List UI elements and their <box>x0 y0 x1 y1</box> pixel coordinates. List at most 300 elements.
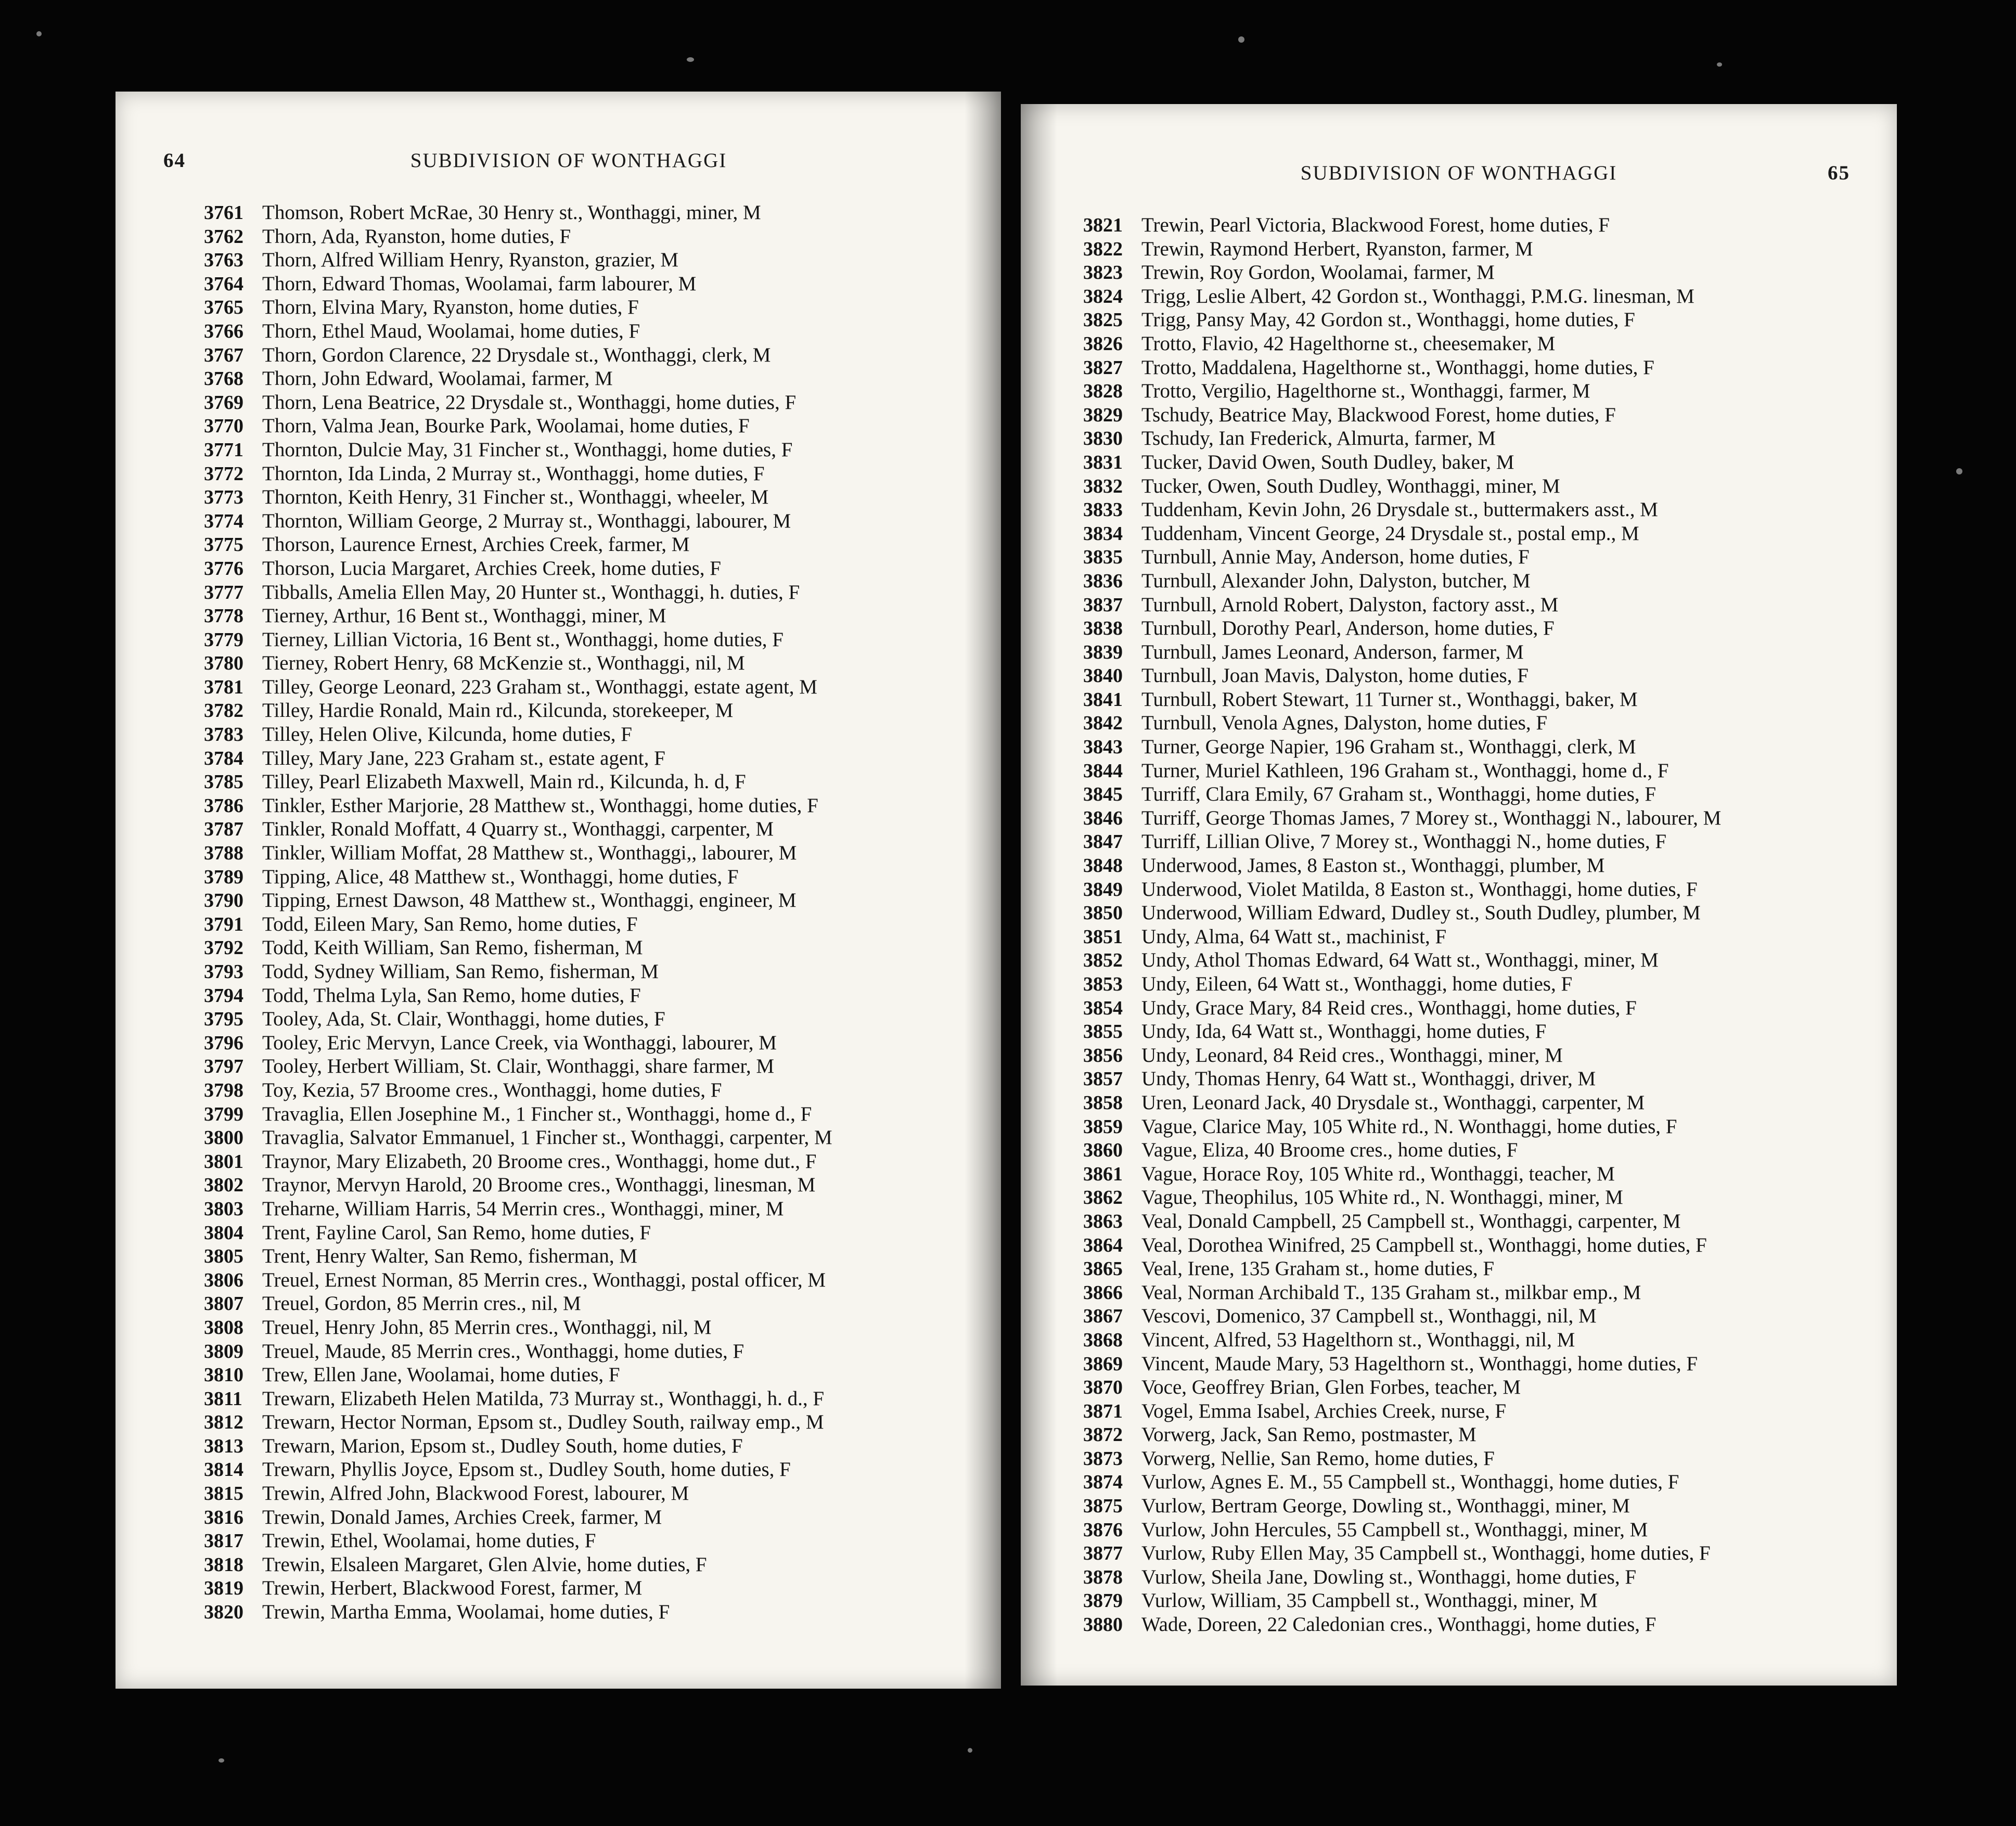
entry-number: 3764 <box>204 273 243 295</box>
roll-entry <box>1083 1328 1721 1352</box>
entry-number: 3866 <box>1083 1281 1123 1304</box>
entry-number: 3788 <box>204 842 243 865</box>
entry-number: 3762 <box>204 225 243 248</box>
entry-number: 3783 <box>204 724 243 746</box>
entry-number: 3859 <box>1083 1115 1123 1138</box>
entry-text: Undy, Ida, 64 Watt st., Wonthaggi, home duties, F <box>1141 1020 1547 1043</box>
roll-entry <box>1083 1115 1721 1139</box>
entry-number: 3785 <box>204 771 243 793</box>
roll-entry <box>204 1244 832 1268</box>
roll-entry <box>204 841 832 865</box>
roll-entry <box>204 509 832 533</box>
entry-text: Turriff, Lillian Olive, 7 Morey st., Wonthaggi N., home duties, F <box>1141 830 1667 853</box>
entry-number: 3850 <box>1083 902 1123 924</box>
roll-entry <box>1083 1447 1721 1471</box>
entry-text: Thornton, Dulcie May, 31 Fincher st., Wonthaggi, home duties, F <box>262 438 793 461</box>
entry-number: 3834 <box>1083 522 1123 545</box>
roll-entry <box>204 817 832 841</box>
roll-entry <box>1083 878 1721 902</box>
roll-entry <box>1083 498 1721 522</box>
roll-entry <box>1083 474 1721 498</box>
entry-number: 3838 <box>1083 618 1123 640</box>
entry-number: 3815 <box>204 1483 243 1505</box>
entry-text: Veal, Norman Archibald T., 135 Graham st., milkbar emp., M <box>1141 1281 1641 1304</box>
entry-number: 3774 <box>204 510 243 532</box>
roll-entry <box>1083 237 1721 261</box>
entry-number: 3830 <box>1083 428 1123 450</box>
entry-number: 3776 <box>204 557 243 580</box>
roll-entry <box>204 319 832 343</box>
page-header <box>115 149 1001 180</box>
entry-text: Voce, Geoffrey Brian, Glen Forbes, teacher, M <box>1141 1376 1521 1399</box>
entry-text: Todd, Eileen Mary, San Remo, home duties, F <box>262 912 638 935</box>
entry-number: 3801 <box>204 1150 243 1173</box>
entry-number: 3817 <box>204 1530 243 1552</box>
roll-entry <box>204 1529 832 1553</box>
entry-number: 3870 <box>1083 1377 1123 1399</box>
entry-text: Treuel, Maude, 85 Merrin cres., Wonthaggi, home duties, F <box>262 1340 744 1362</box>
roll-entry <box>204 960 832 984</box>
entry-text: Tooley, Eric Mervyn, Lance Creek, via Wonthaggi, labourer, M <box>262 1031 777 1054</box>
roll-entry <box>1083 948 1721 972</box>
roll-entry <box>1083 1138 1721 1162</box>
entry-number: 3825 <box>1083 309 1123 331</box>
entry-text: Tinkler, Ronald Moffatt, 4 Quarry st., Wonthaggi, carpenter, M <box>262 818 774 841</box>
roll-entry <box>1083 1304 1721 1328</box>
entry-number: 3763 <box>204 249 243 272</box>
roll-entry <box>1083 1494 1721 1518</box>
entry-text: Tuddenham, Kevin John, 26 Drysdale st., buttermakers asst., M <box>1141 498 1658 521</box>
roll-entry <box>204 1268 832 1292</box>
entry-text: Tucker, David Owen, South Dudley, baker, M <box>1141 451 1514 473</box>
entry-number: 3787 <box>204 818 243 841</box>
entry-number: 3771 <box>204 439 243 461</box>
entry-text: Tilley, Pearl Elizabeth Maxwell, Main rd., Kilcunda, h. d, F <box>262 770 746 793</box>
entry-text: Undy, Eileen, 64 Watt st., Wonthaggi, home duties, F <box>1141 973 1573 995</box>
entry-text: Travaglia, Salvator Emmanuel, 1 Fincher st., Wonthaggi, carpenter, M <box>262 1126 832 1149</box>
entry-number: 3823 <box>1083 262 1123 284</box>
entry-text: Veal, Donald Campbell, 25 Campbell st., Wonthaggi, carpenter, M <box>1141 1210 1681 1232</box>
entry-text: Undy, Athol Thomas Edward, 64 Watt st., Wonthaggi, miner, M <box>1141 949 1659 972</box>
entry-number: 3860 <box>1083 1139 1123 1162</box>
entry-number: 3877 <box>1083 1542 1123 1565</box>
entry-number: 3829 <box>1083 404 1123 426</box>
roll-entry <box>1083 1257 1721 1281</box>
roll-entry <box>204 1600 832 1624</box>
entry-number: 3862 <box>1083 1187 1123 1209</box>
roll-entry <box>1083 356 1721 380</box>
roll-entry <box>204 1055 832 1078</box>
roll-entry <box>204 1458 832 1482</box>
entry-text: Tinkler, William Moffat, 28 Matthew st., Wonthaggi,, labourer, M <box>262 842 797 865</box>
entry-number: 3798 <box>204 1079 243 1101</box>
entry-number: 3861 <box>1083 1163 1123 1185</box>
entry-text: Trotto, Maddalena, Hagelthorne st., Wonthaggi, home duties, F <box>1141 356 1654 379</box>
entry-text: Traynor, Mervyn Harold, 20 Broome cres., Wonthaggi, linesman, M <box>262 1174 816 1197</box>
entry-number: 3777 <box>204 581 243 603</box>
entry-number: 3793 <box>204 961 243 983</box>
entry-text: Vague, Theophilus, 105 White rd., N. Wonthaggi, miner, M <box>1141 1186 1623 1209</box>
entry-text: Turnbull, Venola Agnes, Dalyston, home duties, F <box>1141 712 1548 735</box>
entry-number: 3811 <box>204 1387 242 1410</box>
entry-number: 3812 <box>204 1411 243 1434</box>
roll-entry <box>1083 711 1721 735</box>
entry-text: Tilley, Helen Olive, Kilcunda, home duties, F <box>262 723 632 746</box>
entry-number: 3875 <box>1083 1495 1123 1518</box>
roll-entry <box>1083 664 1721 688</box>
entry-number: 3810 <box>204 1364 243 1386</box>
roll-entry <box>1083 996 1721 1020</box>
entry-number: 3814 <box>204 1459 243 1481</box>
entry-text: Vescovi, Domenico, 37 Campbell st., Wonthaggi, nil, M <box>1141 1305 1597 1328</box>
page-number: 64 <box>163 149 186 172</box>
entry-text: Tilley, Hardie Ronald, Main rd., Kilcunda, storekeeper, M <box>262 699 734 722</box>
entry-text: Vogel, Emma Isabel, Archies Creek, nurse, F <box>1141 1399 1507 1422</box>
roll-entry <box>1083 1518 1721 1542</box>
roll-entry <box>1083 379 1721 403</box>
entry-text: Thorson, Lucia Margaret, Archies Creek, home duties, F <box>262 557 721 580</box>
roll-entry <box>204 1078 832 1102</box>
entry-number: 3839 <box>1083 641 1123 663</box>
roll-entry <box>204 225 832 249</box>
entry-text: Trewin, Raymond Herbert, Ryanston, farmer, M <box>1141 237 1533 260</box>
roll-entry <box>1083 1613 1721 1637</box>
roll-entry <box>204 1410 832 1434</box>
entry-number: 3796 <box>204 1032 243 1054</box>
roll-entry <box>1083 332 1721 356</box>
roll-entry <box>1083 1281 1721 1305</box>
entry-number: 3806 <box>204 1269 243 1291</box>
entry-number: 3857 <box>1083 1068 1123 1090</box>
entry-text: Turnbull, Alexander John, Dalyston, butcher, M <box>1141 569 1531 592</box>
roll-entry <box>1083 1233 1721 1257</box>
entry-number: 3803 <box>204 1198 243 1220</box>
roll-entry <box>1083 308 1721 332</box>
entry-text: Thornton, Ida Linda, 2 Murray st., Wonthaggi, home duties, F <box>262 462 765 485</box>
entry-number: 3832 <box>1083 475 1123 497</box>
entry-number: 3772 <box>204 462 243 485</box>
entry-number: 3841 <box>1083 688 1123 711</box>
roll-entry <box>1083 1589 1721 1613</box>
roll-entry <box>1083 213 1721 237</box>
entry-text: Vorwerg, Jack, San Remo, postmaster, M <box>1141 1423 1476 1446</box>
entry-text: Tschudy, Ian Frederick, Almurta, farmer, M <box>1141 427 1496 450</box>
electoral-roll-list <box>204 201 832 1624</box>
entry-number: 3854 <box>1083 997 1123 1019</box>
entry-text: Turner, George Napier, 196 Graham st., Wonthaggi, clerk, M <box>1141 736 1636 758</box>
entry-text: Uren, Leonard Jack, 40 Drysdale st., Wonthaggi, carpenter, M <box>1141 1091 1645 1114</box>
roll-entry <box>204 865 832 889</box>
entry-number: 3852 <box>1083 949 1123 972</box>
roll-entry <box>204 1340 832 1364</box>
entry-number: 3858 <box>1083 1091 1123 1114</box>
roll-entry <box>1083 1352 1721 1376</box>
entry-text: Undy, Thomas Henry, 64 Watt st., Wonthaggi, driver, M <box>1141 1068 1596 1090</box>
roll-entry <box>1083 1399 1721 1423</box>
entry-number: 3766 <box>204 320 243 342</box>
entry-text: Todd, Keith William, San Remo, fisherman, M <box>262 936 643 959</box>
entry-number: 3837 <box>1083 594 1123 616</box>
entry-text: Trewin, Ethel, Woolamai, home duties, F <box>262 1529 596 1552</box>
entry-text: Toy, Kezia, 57 Broome cres., Wonthaggi, home duties, F <box>262 1078 722 1101</box>
roll-entry <box>1083 925 1721 949</box>
entry-number: 3848 <box>1083 855 1123 877</box>
entry-text: Trewin, Donald James, Archies Creek, farmer, M <box>262 1506 662 1528</box>
entry-number: 3775 <box>204 534 243 556</box>
entry-number: 3780 <box>204 652 243 675</box>
roll-entry <box>204 1434 832 1458</box>
entry-text: Vurlow, Ruby Ellen May, 35 Campbell st., Wonthaggi, home duties, F <box>1141 1542 1711 1565</box>
entry-number: 3789 <box>204 866 243 888</box>
entry-text: Trewarn, Hector Norman, Epsom st., Dudley South, railway emp., M <box>262 1411 824 1434</box>
roll-entry <box>204 248 832 272</box>
roll-entry <box>1083 593 1721 617</box>
entry-text: Turnbull, Annie May, Anderson, home duties, F <box>1141 546 1530 569</box>
entry-number: 3878 <box>1083 1566 1123 1588</box>
entry-text: Vague, Horace Roy, 105 White rd., Wonthaggi, teacher, M <box>1141 1162 1615 1185</box>
entry-text: Turner, Muriel Kathleen, 196 Graham st., Wonthaggi, home d., F <box>1141 759 1669 782</box>
roll-entry <box>204 414 832 438</box>
entry-text: Vincent, Alfred, 53 Hagelthorn st., Wonthaggi, nil, M <box>1141 1328 1575 1351</box>
entry-text: Tierney, Arthur, 16 Bent st., Wonthaggi, miner, M <box>262 605 666 627</box>
roll-entry <box>204 343 832 367</box>
entry-text: Tipping, Alice, 48 Matthew st., Wonthaggi, home duties, F <box>262 865 739 888</box>
entry-number: 3864 <box>1083 1234 1123 1256</box>
entry-number: 3845 <box>1083 783 1123 806</box>
roll-entry <box>204 1576 832 1600</box>
entry-text: Trent, Henry Walter, San Remo, fisherman, M <box>262 1245 638 1268</box>
roll-entry <box>1083 901 1721 925</box>
roll-entry <box>204 581 832 605</box>
entry-number: 3851 <box>1083 925 1123 948</box>
entry-text: Tilley, George Leonard, 223 Graham st., Wonthaggi, estate agent, M <box>262 675 817 698</box>
entry-text: Thomson, Robert McRae, 30 Henry st., Wonthaggi, miner, M <box>262 201 761 224</box>
entry-text: Thorn, Lena Beatrice, 22 Drysdale st., Wonthaggi, home duties, F <box>262 391 797 414</box>
entry-text: Underwood, James, 8 Easton st., Wonthaggi, plumber, M <box>1141 854 1605 877</box>
roll-entry <box>1083 522 1721 546</box>
entry-text: Trewin, Elsaleen Margaret, Glen Alvie, home duties, F <box>262 1553 707 1576</box>
roll-entry <box>204 295 832 319</box>
entry-text: Wade, Doreen, 22 Caledonian cres., Wonthaggi, home duties, F <box>1141 1613 1657 1636</box>
entry-number: 3808 <box>204 1316 243 1339</box>
entry-number: 3865 <box>1083 1258 1123 1280</box>
dust-speck <box>36 31 42 36</box>
roll-entry <box>204 533 832 557</box>
entry-text: Vague, Clarice May, 105 White rd., N. Wonthaggi, home duties, F <box>1141 1115 1677 1138</box>
entry-text: Thorn, Alfred William Henry, Ryanston, grazier, M <box>262 249 679 272</box>
dust-speck <box>219 1758 224 1763</box>
entry-text: Treuel, Henry John, 85 Merrin cres., Wonthaggi, nil, M <box>262 1316 712 1339</box>
roll-entry <box>204 557 832 581</box>
roll-entry <box>204 1387 832 1411</box>
entry-text: Tuddenham, Vincent George, 24 Drysdale st., postal emp., M <box>1141 522 1639 545</box>
entry-text: Trent, Fayline Carol, San Remo, home duties, F <box>262 1221 651 1244</box>
entry-number: 3835 <box>1083 546 1123 569</box>
roll-entry <box>204 1316 832 1340</box>
roll-entry <box>1083 616 1721 640</box>
entry-text: Vincent, Maude Mary, 53 Hagelthorn st., Wonthaggi, home duties, F <box>1141 1352 1698 1375</box>
entry-number: 3781 <box>204 676 243 698</box>
entry-number: 3833 <box>1083 499 1123 521</box>
roll-entry <box>1083 569 1721 593</box>
roll-entry <box>204 438 832 462</box>
page-gutter-shadow <box>1021 104 1057 1686</box>
entry-text: Tibballs, Amelia Ellen May, 20 Hunter st., Wonthaggi, h. duties, F <box>262 581 800 603</box>
entry-text: Traynor, Mary Elizabeth, 20 Broome cres., Wonthaggi, home dut., F <box>262 1150 817 1173</box>
entry-number: 3843 <box>1083 736 1123 758</box>
entry-number: 3791 <box>204 913 243 935</box>
page-number: 65 <box>1828 162 1850 184</box>
roll-entry <box>1083 1044 1721 1068</box>
entry-text: Thorn, John Edward, Woolamai, farmer, M <box>262 367 613 390</box>
entry-number: 3779 <box>204 628 243 651</box>
entry-number: 3769 <box>204 391 243 414</box>
entry-number: 3863 <box>1083 1210 1123 1232</box>
entry-text: Thorn, Ada, Ryanston, home duties, F <box>262 225 571 248</box>
entry-number: 3820 <box>204 1601 243 1624</box>
entry-text: Turnbull, Dorothy Pearl, Anderson, home duties, F <box>1141 617 1555 640</box>
entry-number: 3867 <box>1083 1305 1123 1328</box>
roll-entry <box>1083 735 1721 759</box>
roll-entry <box>1083 545 1721 569</box>
roll-entry <box>204 1126 832 1150</box>
entry-text: Turnbull, Arnold Robert, Dalyston, factory asst., M <box>1141 593 1559 616</box>
roll-entry <box>204 391 832 415</box>
page-title: SUBDIVISION OF WONTHAGGI <box>410 149 727 172</box>
roll-entry <box>204 201 832 225</box>
roll-entry <box>1083 1162 1721 1186</box>
roll-entry <box>204 1007 832 1031</box>
roll-entry <box>204 889 832 912</box>
entry-number: 3819 <box>204 1577 243 1600</box>
entry-number: 3795 <box>204 1008 243 1031</box>
entry-text: Veal, Irene, 135 Graham st., home duties, F <box>1141 1257 1495 1280</box>
entry-text: Tilley, Mary Jane, 223 Graham st., estate agent, F <box>262 747 665 769</box>
entry-number: 3802 <box>204 1174 243 1197</box>
roll-entry <box>1083 1210 1721 1233</box>
dust-speck <box>1956 468 1962 474</box>
entry-text: Trewin, Herbert, Blackwood Forest, farmer, M <box>262 1577 643 1600</box>
roll-entry <box>204 747 832 770</box>
roll-entry <box>1083 261 1721 285</box>
roll-entry <box>1083 688 1721 712</box>
entry-number: 3840 <box>1083 665 1123 687</box>
entry-text: Trewin, Pearl Victoria, Blackwood Forest, home duties, F <box>1141 214 1610 236</box>
entry-number: 3784 <box>204 747 243 769</box>
entry-text: Treuel, Gordon, 85 Merrin cres., nil, M <box>262 1292 581 1315</box>
entry-text: Trewarn, Marion, Epsom st., Dudley South, home duties, F <box>262 1434 743 1457</box>
roll-entry <box>204 485 832 509</box>
entry-number: 3836 <box>1083 570 1123 592</box>
roll-entry <box>204 462 832 486</box>
entry-number: 3822 <box>1083 238 1123 260</box>
entry-text: Thorson, Laurence Ernest, Archies Creek, farmer, M <box>262 533 690 556</box>
roll-entry <box>1083 854 1721 878</box>
entry-text: Trigg, Pansy May, 42 Gordon st., Wonthaggi, home duties, F <box>1141 308 1635 331</box>
roll-entry <box>204 1173 832 1197</box>
roll-entry <box>204 1102 832 1126</box>
entry-number: 3842 <box>1083 712 1123 735</box>
entry-number: 3824 <box>1083 285 1123 307</box>
entry-text: Vague, Eliza, 40 Broome cres., home duties, F <box>1141 1139 1518 1162</box>
entry-number: 3853 <box>1083 973 1123 995</box>
entry-text: Trewarn, Elizabeth Helen Matilda, 73 Murray st., Wonthaggi, h. d., F <box>262 1387 825 1410</box>
entry-text: Undy, Alma, 64 Watt st., machinist, F <box>1141 925 1447 948</box>
entry-text: Tschudy, Beatrice May, Blackwood Forest, home duties, F <box>1141 403 1616 426</box>
entry-number: 3799 <box>204 1103 243 1125</box>
entry-number: 3797 <box>204 1056 243 1078</box>
roll-entry <box>204 1221 832 1245</box>
roll-entry <box>204 367 832 391</box>
entry-number: 3880 <box>1083 1614 1123 1636</box>
entry-text: Tierney, Robert Henry, 68 McKenzie st., Wonthaggi, nil, M <box>262 652 745 675</box>
roll-entry <box>204 272 832 296</box>
entry-text: Trewarn, Phyllis Joyce, Epsom st., Dudley South, home duties, F <box>262 1458 791 1481</box>
entry-number: 3813 <box>204 1435 243 1457</box>
entry-text: Turnbull, James Leonard, Anderson, farmer, M <box>1141 640 1524 663</box>
entry-number: 3809 <box>204 1340 243 1362</box>
entry-number: 3805 <box>204 1245 243 1268</box>
entry-text: Tucker, Owen, South Dudley, Wonthaggi, miner, M <box>1141 474 1560 497</box>
entry-text: Thornton, Keith Henry, 31 Fincher st., Wonthaggi, wheeler, M <box>262 486 769 509</box>
roll-entry <box>204 1150 832 1174</box>
left-page <box>115 92 1001 1689</box>
page-gutter-shadow <box>965 92 1001 1689</box>
entry-text: Trotto, Vergilio, Hagelthorne st., Wonthaggi, farmer, M <box>1141 380 1590 403</box>
roll-entry <box>204 1363 832 1387</box>
dust-speck <box>968 1748 972 1753</box>
entry-text: Treharne, William Harris, 54 Merrin cres., Wonthaggi, miner, M <box>262 1197 784 1220</box>
right-page <box>1021 104 1897 1686</box>
roll-entry <box>204 912 832 936</box>
entry-text: Todd, Thelma Lyla, San Remo, home duties, F <box>262 984 641 1007</box>
roll-entry <box>1083 1423 1721 1447</box>
entry-number: 3818 <box>204 1553 243 1576</box>
roll-entry <box>1083 640 1721 664</box>
entry-text: Thornton, William George, 2 Murray st., Wonthaggi, labourer, M <box>262 509 791 532</box>
roll-entry <box>204 699 832 723</box>
entry-number: 3821 <box>1083 214 1123 236</box>
entry-number: 3874 <box>1083 1471 1123 1494</box>
entry-text: Undy, Leonard, 84 Reid cres., Wonthaggi, miner, M <box>1141 1044 1563 1066</box>
roll-entry <box>1083 1091 1721 1115</box>
entry-text: Underwood, Violet Matilda, 8 Easton st., Wonthaggi, home duties, F <box>1141 878 1698 901</box>
entry-text: Veal, Dorothea Winifred, 25 Campbell st., Wonthaggi, home duties, F <box>1141 1233 1707 1256</box>
roll-entry <box>1083 427 1721 451</box>
entry-number: 3844 <box>1083 760 1123 782</box>
entry-text: Trigg, Leslie Albert, 42 Gordon st., Wonthaggi, P.M.G. linesman, M <box>1141 285 1694 307</box>
entry-text: Travaglia, Ellen Josephine M., 1 Fincher st., Wonthaggi, home d., F <box>262 1102 812 1125</box>
roll-entry <box>1083 1565 1721 1589</box>
roll-entry <box>1083 1020 1721 1044</box>
roll-entry <box>204 1197 832 1221</box>
entry-number: 3792 <box>204 937 243 959</box>
entry-number: 3847 <box>1083 831 1123 853</box>
entry-number: 3831 <box>1083 451 1123 473</box>
entry-number: 3804 <box>204 1221 243 1244</box>
roll-entry <box>1083 830 1721 854</box>
entry-number: 3846 <box>1083 807 1123 829</box>
entry-number: 3855 <box>1083 1021 1123 1043</box>
entry-text: Thorn, Edward Thomas, Woolamai, farm labourer, M <box>262 272 697 295</box>
entry-number: 3765 <box>204 297 243 319</box>
entry-number: 3868 <box>1083 1329 1123 1351</box>
dust-speck <box>1238 36 1244 43</box>
entry-number: 3828 <box>1083 380 1123 403</box>
entry-text: Trew, Ellen Jane, Woolamai, home duties, F <box>262 1364 620 1386</box>
page-header <box>1021 161 1897 192</box>
entry-text: Turriff, George Thomas James, 7 Morey st., Wonthaggi N., labourer, M <box>1141 806 1722 829</box>
